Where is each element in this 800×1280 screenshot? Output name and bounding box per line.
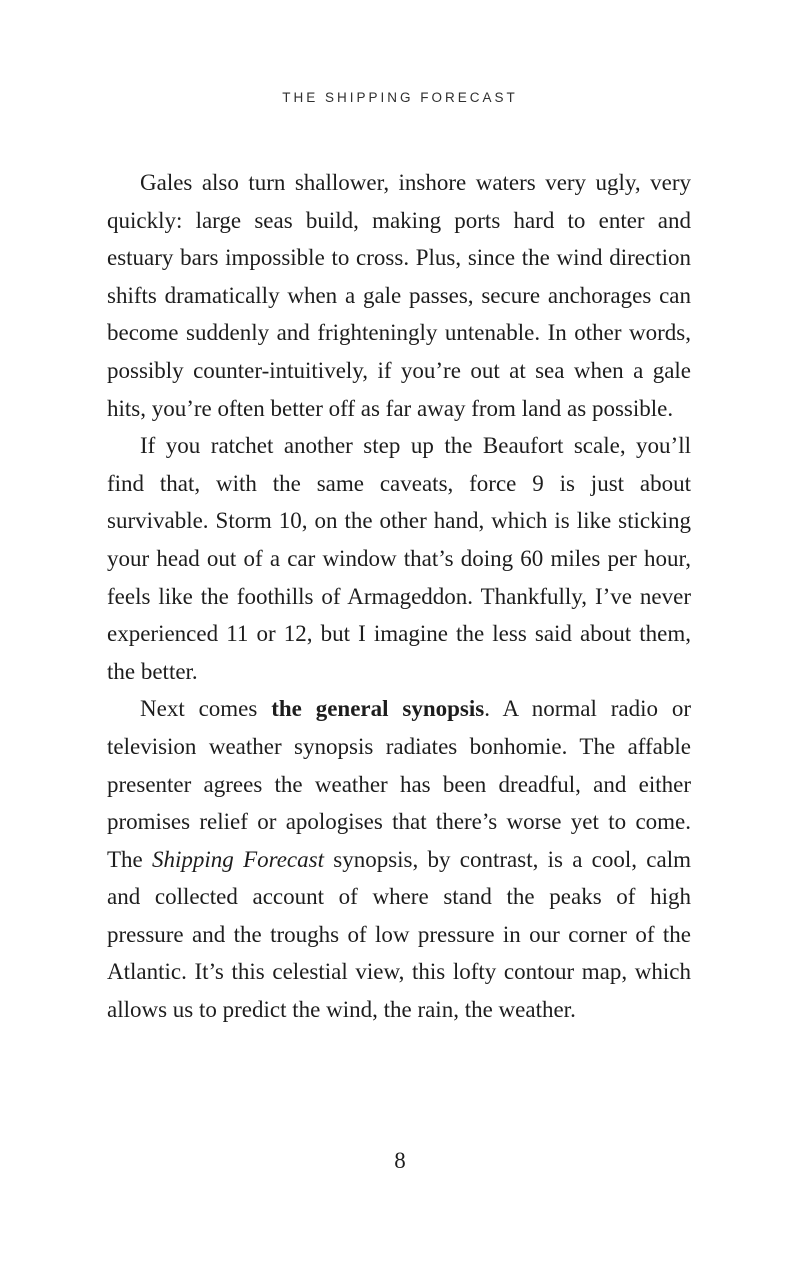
text-run: Gales also turn shallower, inshore waters very ugly, very quickly: large seas build, making ports hard to enter and estuary bars impossible to cross. Plus, since the wind direction shifts dramatically when a gale passes, secure anchorages can become suddenly and frighteningly untenable. In other words, possibly counter-intuitively, if you’re out at sea when a gale hits, you’re often better off as far away from land as possible.	[107, 170, 691, 421]
text-run: synopsis, by contrast, is a cool, calm and collected account of where stand the peaks of high pressure and the troughs of low pressure in our corner of the Atlantic. It’s this celestial view, this lofty contour map, which allows us to predict the wind, the rain, the weather.	[107, 846, 691, 1023]
text-run: the general synopsis	[271, 696, 485, 722]
text-block	[107, 164, 691, 1029]
paragraph	[107, 427, 691, 690]
running-header: THE SHIPPING FORECAST	[282, 90, 518, 105]
paragraph	[107, 690, 691, 1028]
text-run: If you ratchet another step up the Beaufort scale, you’ll find that, with the same caveats, force 9 is just about survivable. Storm 10, on the other hand, which is like sticking your head out of a car window that’s doing 60 miles per hour, feels like the foothills of Armageddon. Thankfully, I’ve never experienced 11 or 12, but I imagine the less said about them, the better.	[107, 433, 691, 684]
text-run: . A normal radio or television weather synopsis radiates bonhomie. The affable presenter agrees the weather has been dreadful, and either promises relief or apologises that there’s worse yet to come. The	[107, 696, 692, 872]
page-number: 8	[394, 1148, 406, 1173]
paragraph	[107, 164, 691, 427]
text-run: Shipping Forecast	[152, 846, 324, 872]
text-run: Next comes	[140, 696, 272, 722]
